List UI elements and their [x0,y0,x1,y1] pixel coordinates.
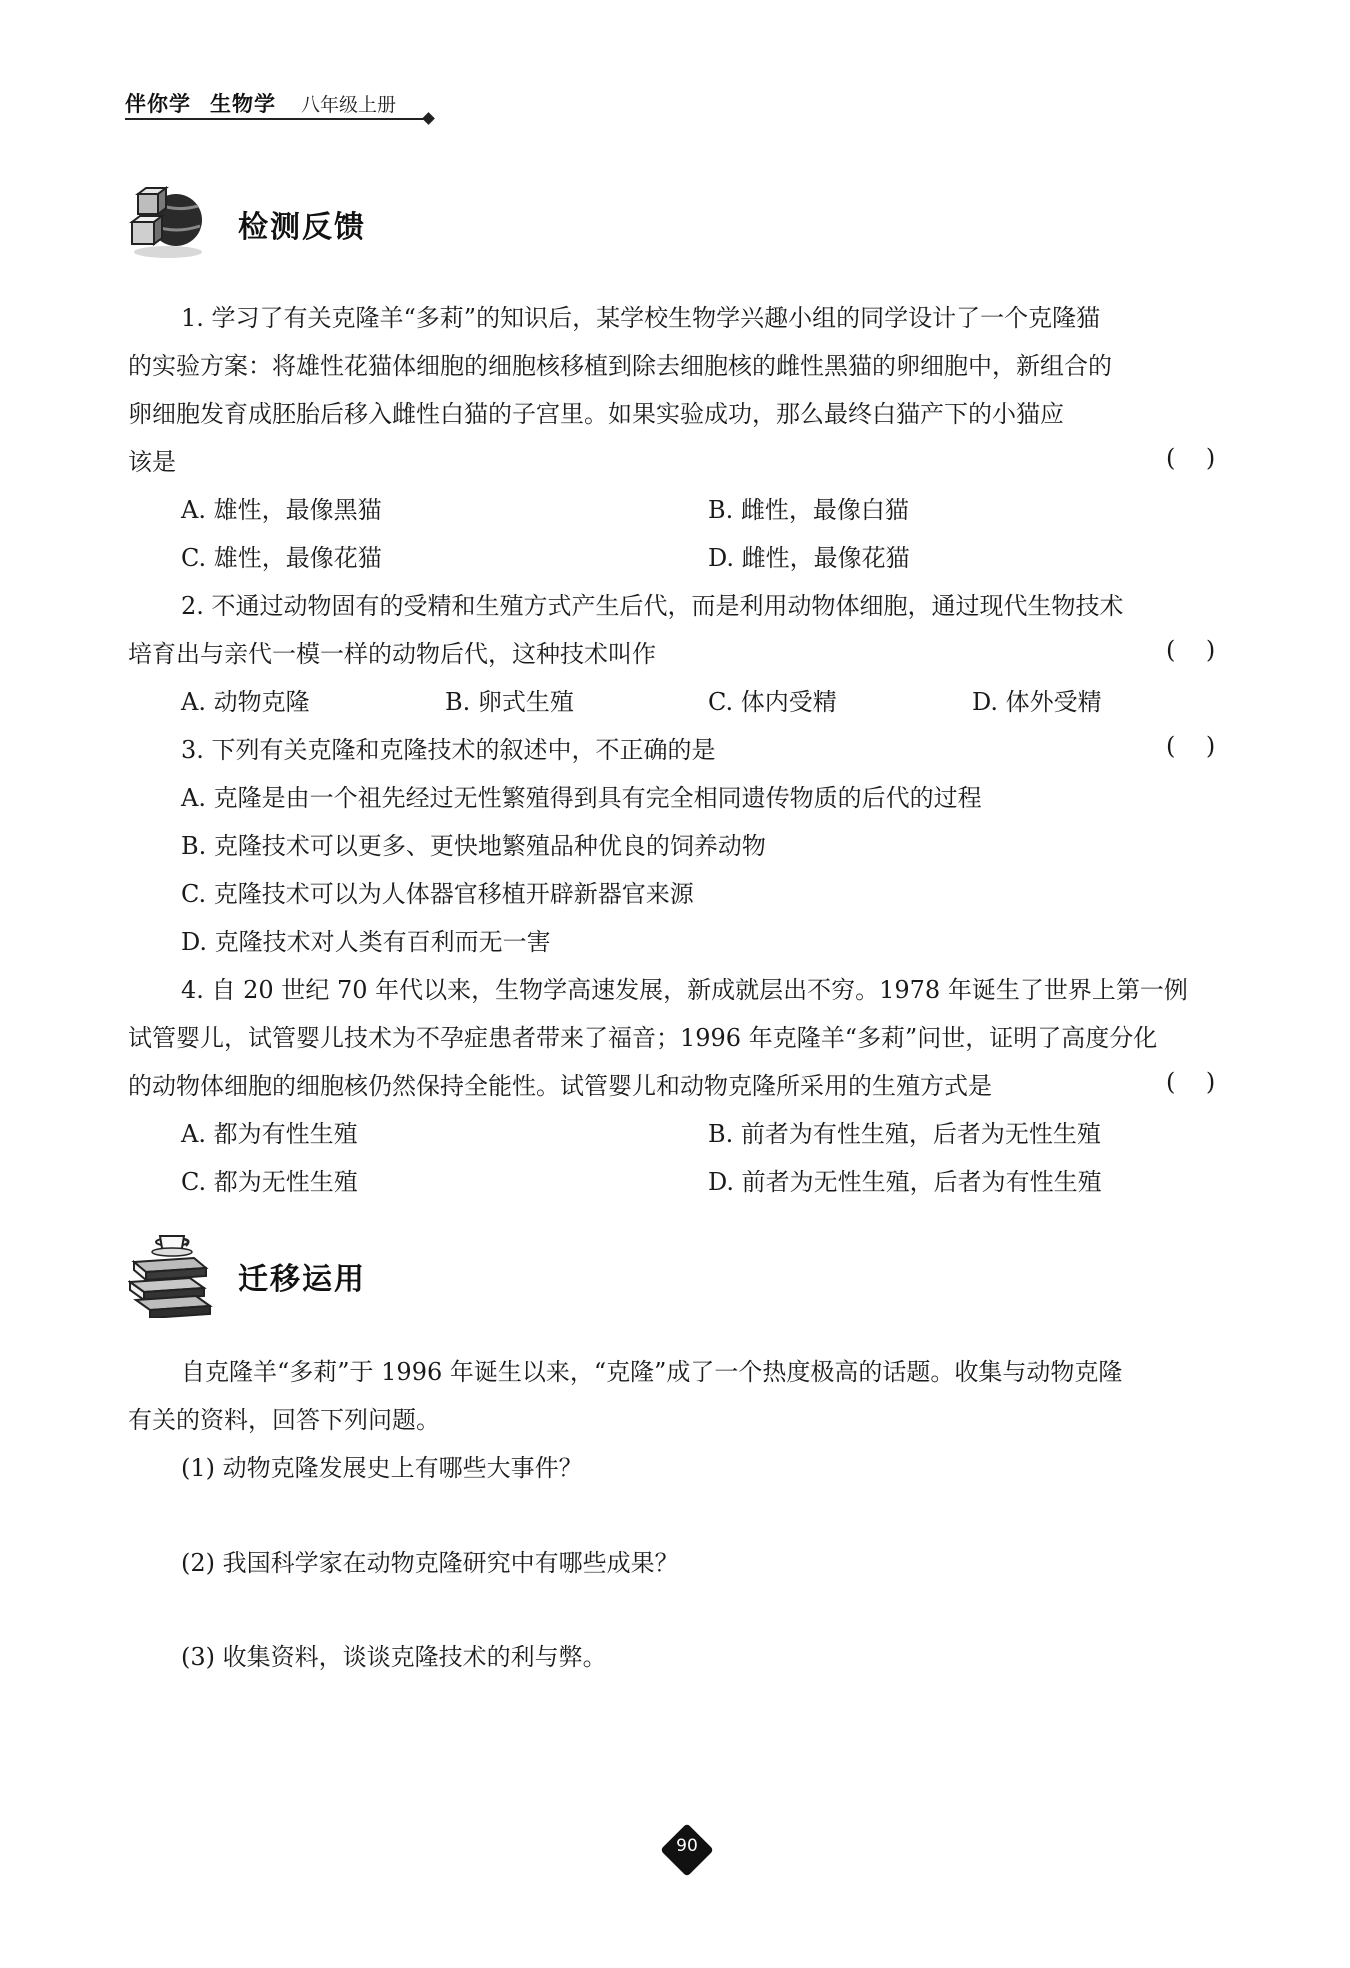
header-rule [125,118,427,120]
option-d[interactable]: D. 克隆技术对人类有百利而无一害 [181,928,551,956]
answer-blank[interactable]: ( ) [1166,636,1216,664]
header-diamond-ornament [422,112,435,125]
question-4-line-2: 试管婴儿，试管婴儿技术为不孕症患者带来了福音；1996 年克隆羊“多莉”问世，证明了高度分化 [128,1024,1158,1052]
sub-question-1: (1) 动物克隆发展史上有哪些大事件？ [181,1454,583,1482]
option-c[interactable]: C. 克隆技术可以为人体器官移植开辟新器官来源 [181,880,694,908]
option-c[interactable]: C. 都为无性生殖 [181,1168,358,1196]
task-intro-line-1: 自克隆羊“多莉”于 1996 年诞生以来，“克隆”成了一个热度极高的话题。收集与动物克隆 [181,1358,1123,1386]
option-d[interactable]: D. 雌性，最像花猫 [708,544,910,572]
option-c[interactable]: C. 雄性，最像花猫 [181,544,382,572]
question-1-line-1: 1. 学习了有关克隆羊“多莉”的知识后，某学校生物学兴趣小组的同学设计了一个克隆猫 [181,304,1101,332]
section-title: 迁移运用 [238,1262,366,1297]
section-heading-feedback [128,182,528,272]
subject-title: 生物学 [210,92,276,116]
cubes-globe-icon [128,182,208,262]
option-b[interactable]: B. 卵式生殖 [445,688,574,716]
option-d[interactable]: D. 体外受精 [972,688,1102,716]
task-intro-line-2: 有关的资料，回答下列问题。 [128,1406,440,1434]
option-b[interactable]: B. 雌性，最像白猫 [708,496,909,524]
option-d[interactable]: D. 前者为无性生殖，后者为有性生殖 [708,1168,1102,1196]
books-teacup-icon [128,1228,214,1318]
question-1-line-4: 该是 [128,448,176,476]
page-number: 90 [676,1836,698,1856]
sub-question-2: (2) 我国科学家在动物克隆研究中有哪些成果？ [181,1549,679,1577]
option-c[interactable]: C. 体内受精 [708,688,837,716]
question-4-line-1: 4. 自 20 世纪 70 年代以来，生物学高速发展，新成就层出不穷。1978 年诞生了世界上第一例 [181,976,1188,1004]
option-b[interactable]: B. 克隆技术可以更多、更快地繁殖品种优良的饲养动物 [181,832,766,860]
option-a[interactable]: A. 克隆是由一个祖先经过无性繁殖得到具有完全相同遗传物质的后代的过程 [181,784,982,812]
section-title: 检测反馈 [238,210,366,245]
book-series-title: 伴你学 [125,92,191,116]
option-a[interactable]: A. 动物克隆 [181,688,310,716]
option-b[interactable]: B. 前者为有性生殖，后者为无性生殖 [708,1120,1101,1148]
answer-blank[interactable]: ( ) [1166,444,1216,472]
question-4-line-3: 的动物体细胞的细胞核仍然保持全能性。试管婴儿和动物克隆所采用的生殖方式是 [128,1072,992,1100]
option-a[interactable]: A. 雄性，最像黑猫 [181,496,382,524]
section-heading-application [128,1228,528,1318]
page-number-badge [660,1823,714,1877]
question-3-line-1: 3. 下列有关克隆和克隆技术的叙述中，不正确的是 [181,736,716,764]
grade-label: 八年级上册 [301,94,397,116]
answer-blank[interactable]: ( ) [1166,1068,1216,1096]
sub-question-3: (3) 收集资料，谈谈克隆技术的利与弊。 [181,1643,607,1671]
option-a[interactable]: A. 都为有性生殖 [181,1120,358,1148]
question-2-line-1: 2. 不通过动物固有的受精和生殖方式产生后代，而是利用动物体细胞，通过现代生物技术 [181,592,1124,620]
answer-blank[interactable]: ( ) [1166,732,1216,760]
question-1-line-2: 的实验方案：将雄性花猫体细胞的细胞核移植到除去细胞核的雌性黑猫的卵细胞中，新组合的 [128,352,1112,380]
running-header [125,88,435,120]
question-2-line-2: 培育出与亲代一模一样的动物后代，这种技术叫作 [128,640,656,668]
question-1-line-3: 卵细胞发育成胚胎后移入雌性白猫的子宫里。如果实验成功，那么最终白猫产下的小猫应 [128,400,1064,428]
